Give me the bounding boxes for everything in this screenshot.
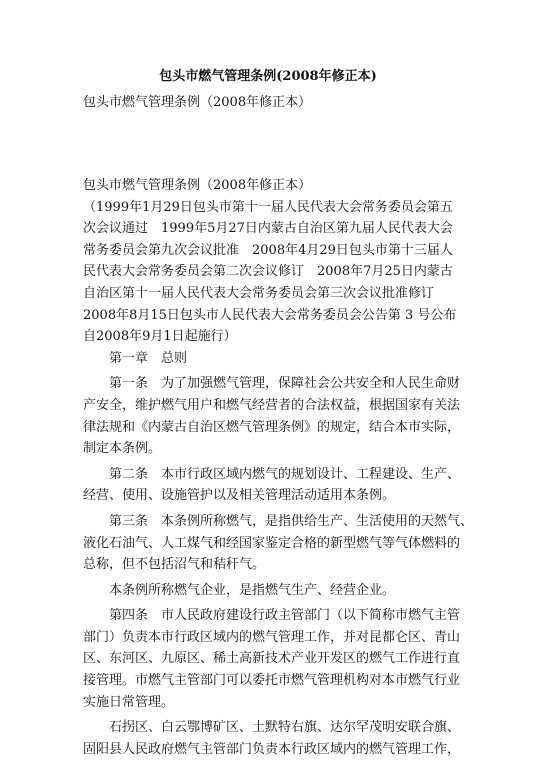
text-line: 常务委员会第九次会议批准 2008年4月29日包头市第十三届人	[83, 242, 453, 258]
text-line: 自治区第十一届人民代表大会常务委员会第三次会议批准修订	[83, 285, 435, 301]
text-line: 液化石油气、人工煤气和经国家鉴定合格的新型燃气等气体燃料的	[83, 535, 461, 551]
text-line: 第一条 为了加强燃气管理，保障社会公共安全和人民生命财	[83, 376, 461, 392]
text-line: 律法规和《内蒙古自治区燃气管理条例》的规定，结合本市实际，	[83, 419, 461, 435]
text-line: 部门）负责本市行政区域内的燃气管理工作，并对昆都仑区、青山	[83, 629, 461, 645]
text-line: 区、东河区、九原区、稀土高新技术产业开发区的燃气工作进行直	[83, 651, 461, 667]
document-subtitle: 包头市燃气管理条例（2008年修正本）	[83, 95, 312, 110]
text-line: 第三条 本条例所称燃气，是指供给生产、生活使用的天然气、	[83, 513, 474, 529]
chapter-heading: 第一章 总则	[83, 350, 188, 366]
text-line: 自2008年9月1日起施行）	[83, 329, 237, 345]
document-title: 包头市燃气管理条例(2008年修正本)	[159, 69, 377, 84]
text-line: 经营、使用、设施管护以及相关管理活动适用本条例。	[83, 488, 396, 504]
body-heading: 包头市燃气管理条例（2008年修正本）	[83, 178, 312, 193]
text-line: 固阳县人民政府燃气主管部门负责本行政区域内的燃气管理工作，	[83, 741, 461, 757]
text-line: 实施日常管理。	[83, 694, 175, 710]
text-line: 产安全，维护燃气用户和燃气经营者的合法权益，根据国家有关法	[83, 397, 461, 413]
text-line: 本条例所称燃气企业，是指燃气生产、经营企业。	[83, 582, 396, 598]
text-line: 次会议通过 1999年5月27日内蒙古自治区第九届人民代表大会	[83, 221, 453, 237]
text-line: 第二条 本市行政区域内燃气的规划设计、工程建设、生产、	[83, 466, 461, 482]
text-line: 第四条 市人民政府建设行政主管部门（以下简称市燃气主管	[83, 608, 461, 624]
text-line: 制定本条例。	[83, 441, 162, 457]
text-line: 接管理。市燃气主管部门可以委托市燃气管理机构对本市燃气行业	[83, 673, 461, 689]
text-line: 2008年8月15日包头市人民代表大会常务委员会公告第 3 号公布	[83, 307, 457, 323]
document-body	[83, 175, 474, 760]
text-line: 石拐区、白云鄂博矿区、土默特右旗、达尔罕茂明安联合旗、	[83, 720, 461, 736]
text-line: （1999年1月29日包头市第十一届人民代表大会常务委员会第五	[83, 199, 453, 215]
text-line: 民代表大会常务委员会第二次会议修订 2008年7月25日内蒙古	[83, 264, 453, 280]
text-line: 总称，但不包括沼气和秸秆气。	[83, 557, 266, 573]
